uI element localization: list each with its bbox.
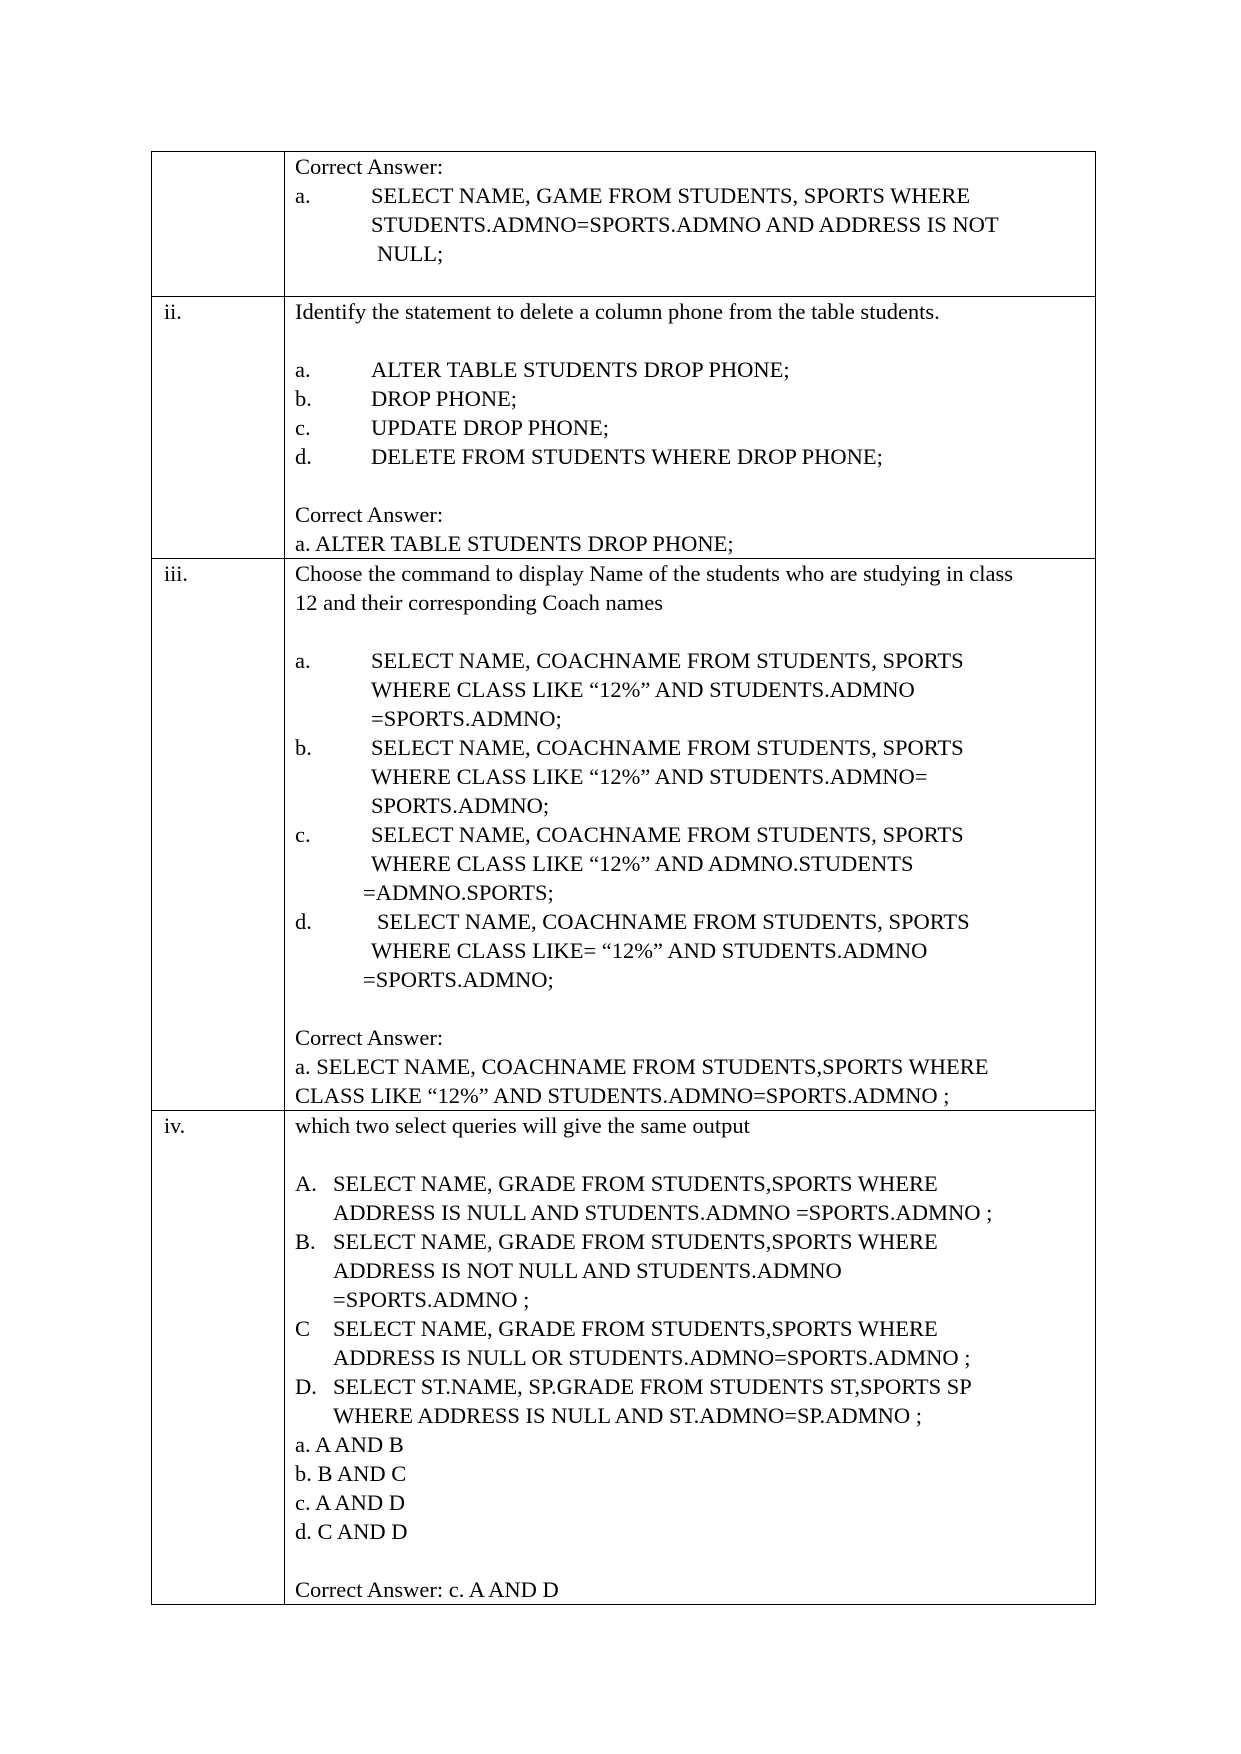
query-d <box>295 1372 1087 1430</box>
option-letter: a. <box>295 648 311 673</box>
question-number-cell <box>152 297 285 559</box>
choice-a: a. A AND B <box>295 1432 404 1457</box>
correct-answer-option <box>295 181 1087 268</box>
query-line: SELECT NAME, GRADE FROM STUDENTS,SPORTS WHERE <box>333 1229 938 1254</box>
question-body-cell <box>285 1111 1096 1605</box>
option-line: WHERE CLASS LIKE “12%” AND STUDENTS.ADMNO= <box>371 764 928 789</box>
answer-line: NULL; <box>377 241 444 266</box>
option-line: SELECT NAME, COACHNAME FROM STUDENTS, SPORTS <box>371 822 964 847</box>
option-line: WHERE CLASS LIKE “12%” AND ADMNO.STUDENTS <box>371 851 914 876</box>
choice-c: c. A AND D <box>295 1490 406 1515</box>
query-line: ADDRESS IS NULL OR STUDENTS.ADMNO=SPORTS.ADMNO ; <box>333 1345 971 1370</box>
question-number: iv. <box>164 1113 186 1138</box>
query-line: =SPORTS.ADMNO ; <box>333 1287 530 1312</box>
choice-b: b. B AND C <box>295 1461 407 1486</box>
option-letter: a. <box>295 357 311 382</box>
query-line: SELECT NAME, GRADE FROM STUDENTS,SPORTS WHERE <box>333 1316 938 1341</box>
question-body-cell <box>285 152 1096 297</box>
question-row-ii <box>152 297 1096 559</box>
question-row-1 <box>152 152 1096 297</box>
question-text: 12 and their corresponding Coach names <box>295 590 664 615</box>
choice-d: d. C AND D <box>295 1519 408 1544</box>
option-a <box>295 646 1087 733</box>
correct-answer-label: Correct Answer: <box>295 154 444 179</box>
answer-line: SELECT NAME, GAME FROM STUDENTS, SPORTS WHERE <box>371 183 971 208</box>
option-letter: c. <box>295 822 311 847</box>
question-text: which two select queries will give the same output <box>295 1113 750 1138</box>
option-line: SELECT NAME, COACHNAME FROM STUDENTS, SPORTS <box>371 648 964 673</box>
option-line: =ADMNO.SPORTS; <box>363 880 554 905</box>
option-text: ALTER TABLE STUDENTS DROP PHONE; <box>371 357 790 382</box>
correct-answer-text: Correct Answer: c. A AND D <box>295 1577 559 1602</box>
query-line: SELECT ST.NAME, SP.GRADE FROM STUDENTS ST,SPORTS SP <box>333 1374 972 1399</box>
question-body-cell <box>285 297 1096 559</box>
correct-answer-label: Correct Answer: <box>295 502 444 527</box>
option-letter: d. <box>295 444 312 469</box>
question-number: ii. <box>164 299 182 324</box>
option-line: SELECT NAME, COACHNAME FROM STUDENTS, SPORTS <box>371 735 964 760</box>
question-row-iii <box>152 559 1096 1111</box>
option-text: DROP PHONE; <box>371 386 518 411</box>
query-b <box>295 1227 1087 1314</box>
question-table <box>151 151 1096 1605</box>
option-d <box>295 442 1087 471</box>
option-line: WHERE CLASS LIKE “12%” AND STUDENTS.ADMNO <box>371 677 915 702</box>
query-line: ADDRESS IS NULL AND STUDENTS.ADMNO =SPORTS.ADMNO ; <box>333 1200 993 1225</box>
option-c <box>295 820 1087 907</box>
option-a <box>295 355 1087 384</box>
correct-answer-text: CLASS LIKE “12%” AND STUDENTS.ADMNO=SPORTS.ADMNO ; <box>295 1083 950 1108</box>
query-a <box>295 1169 1087 1227</box>
option-line: WHERE CLASS LIKE= “12%” AND STUDENTS.ADMNO <box>371 938 928 963</box>
option-text: UPDATE DROP PHONE; <box>371 415 609 440</box>
option-d <box>295 907 1087 994</box>
option-line: =SPORTS.ADMNO; <box>363 967 554 992</box>
question-text: Identify the statement to delete a column phone from the table students. <box>295 299 940 324</box>
correct-answer-text: a. ALTER TABLE STUDENTS DROP PHONE; <box>295 531 734 556</box>
query-letter: B. <box>295 1229 316 1254</box>
option-line: =SPORTS.ADMNO; <box>371 706 562 731</box>
question-body-cell <box>285 559 1096 1111</box>
query-letter: A. <box>295 1171 317 1196</box>
question-text: Choose the command to display Name of the students who are studying in class <box>295 561 1014 586</box>
question-number-cell <box>152 559 285 1111</box>
option-line: SELECT NAME, COACHNAME FROM STUDENTS, SPORTS <box>377 909 970 934</box>
option-b <box>295 384 1087 413</box>
query-c <box>295 1314 1087 1372</box>
query-line: ADDRESS IS NOT NULL AND STUDENTS.ADMNO <box>333 1258 842 1283</box>
query-letter: D. <box>295 1374 317 1399</box>
option-letter: c. <box>295 415 311 440</box>
option-letter: b. <box>295 735 312 760</box>
question-number: iii. <box>164 561 188 586</box>
correct-answer-label: Correct Answer: <box>295 1025 444 1050</box>
question-number-cell <box>152 1111 285 1605</box>
option-line: SPORTS.ADMNO; <box>371 793 550 818</box>
query-line: WHERE ADDRESS IS NULL AND ST.ADMNO=SP.ADMNO ; <box>333 1403 922 1428</box>
question-row-iv <box>152 1111 1096 1605</box>
option-letter: a. <box>295 183 311 208</box>
option-letter: d. <box>295 909 312 934</box>
answer-line: STUDENTS.ADMNO=SPORTS.ADMNO AND ADDRESS IS NOT <box>371 212 999 237</box>
query-letter: C <box>295 1316 311 1341</box>
query-line: SELECT NAME, GRADE FROM STUDENTS,SPORTS WHERE <box>333 1171 938 1196</box>
option-letter: b. <box>295 386 312 411</box>
option-b <box>295 733 1087 820</box>
option-c <box>295 413 1087 442</box>
option-text: DELETE FROM STUDENTS WHERE DROP PHONE; <box>371 444 883 469</box>
correct-answer-text: a. SELECT NAME, COACHNAME FROM STUDENTS,SPORTS WHERE <box>295 1054 989 1079</box>
question-number-cell <box>152 152 285 297</box>
